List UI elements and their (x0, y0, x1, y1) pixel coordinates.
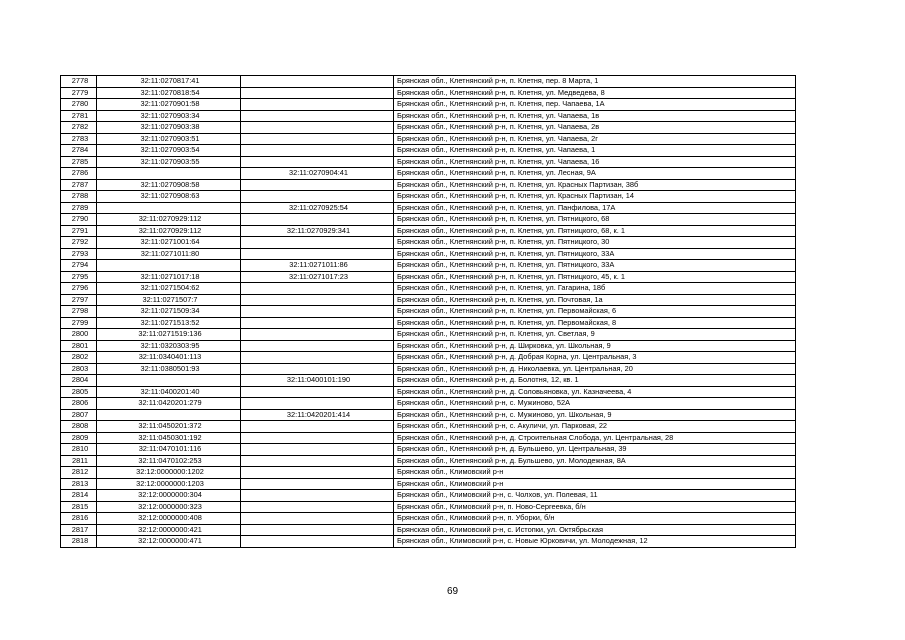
address-cell: Брянская обл., Клетнянский р-н, д. Строительная Слобода, ул. Центральная, 28 (394, 432, 796, 444)
object-cadastral-number-cell (241, 467, 394, 479)
object-cadastral-number-cell (241, 421, 394, 433)
row-number-cell: 2805 (61, 386, 97, 398)
cadastral-number-cell: 32:11:0271011:80 (97, 248, 241, 260)
page-number: 69 (446, 586, 459, 597)
cadastral-number-cell: 32:12:0000000:323 (97, 501, 241, 513)
cadastral-number-cell: 32:11:0271504:62 (97, 283, 241, 295)
address-cell: Брянская обл., Клетнянский р-н, п. Клетня, ул. Чапаева, 16 (394, 156, 796, 168)
cadastral-number-cell: 32:12:0000000:408 (97, 513, 241, 525)
row-number-cell: 2812 (61, 467, 97, 479)
table-row (61, 306, 796, 318)
table-row (61, 122, 796, 134)
row-number-cell: 2780 (61, 99, 97, 111)
row-number-cell: 2802 (61, 352, 97, 364)
address-cell: Брянская обл., Климовский р-н, с. Новые Юрковичи, ул. Молодежная, 12 (394, 536, 796, 548)
table-row (61, 145, 796, 157)
row-number-cell: 2799 (61, 317, 97, 329)
address-cell: Брянская обл., Клетнянский р-н, п. Клетня, ул. Медведева, 8 (394, 87, 796, 99)
table-row (61, 444, 796, 456)
table-row (61, 87, 796, 99)
table-row (61, 501, 796, 513)
address-cell: Брянская обл., Климовский р-н, п. Уборки, б/н (394, 513, 796, 525)
address-cell: Брянская обл., Климовский р-н (394, 467, 796, 479)
cadastral-number-cell: 32:11:0470101:116 (97, 444, 241, 456)
table-row (61, 76, 796, 88)
object-cadastral-number-cell (241, 329, 394, 341)
table-row (61, 398, 796, 410)
table-row (61, 294, 796, 306)
address-cell: Брянская обл., Клетнянский р-н, п. Клетня, ул. Пятницкого, 30 (394, 237, 796, 249)
cadastral-number-cell: 32:11:0271507:7 (97, 294, 241, 306)
address-cell: Брянская обл., Клетнянский р-н, п. Клетня, ул. Первомайская, 8 (394, 317, 796, 329)
cadastral-number-cell: 32:11:0400201:40 (97, 386, 241, 398)
table-row (61, 237, 796, 249)
row-number-cell: 2779 (61, 87, 97, 99)
cadastral-number-cell: 32:11:0380501:93 (97, 363, 241, 375)
row-number-cell: 2800 (61, 329, 97, 341)
cadastral-number-cell: 32:11:0270908:63 (97, 191, 241, 203)
object-cadastral-number-cell (241, 340, 394, 352)
cadastral-number-cell (97, 202, 241, 214)
address-cell: Брянская обл., Клетнянский р-н, п. Клетня, пер. Чапаева, 1А (394, 99, 796, 111)
address-cell: Брянская обл., Клетнянский р-н, д. Добрая Корна, ул. Центральная, 3 (394, 352, 796, 364)
address-cell: Брянская обл., Клетнянский р-н, п. Клетня, ул. Чапаева, 1в (394, 110, 796, 122)
object-cadastral-number-cell (241, 306, 394, 318)
cadastral-number-cell: 32:11:0271509:34 (97, 306, 241, 318)
object-cadastral-number-cell (241, 317, 394, 329)
object-cadastral-number-cell (241, 248, 394, 260)
address-cell: Брянская обл., Клетнянский р-н, д. Соловьяновка, ул. Казначеева, 4 (394, 386, 796, 398)
cadastral-number-cell: 32:12:0000000:1202 (97, 467, 241, 479)
object-cadastral-number-cell (241, 536, 394, 548)
row-number-cell: 2817 (61, 524, 97, 536)
cadastral-number-cell: 32:11:0270903:55 (97, 156, 241, 168)
table-row (61, 536, 796, 548)
table-row (61, 179, 796, 191)
object-cadastral-number-cell (241, 455, 394, 467)
row-number-cell: 2795 (61, 271, 97, 283)
row-number-cell: 2782 (61, 122, 97, 134)
table-row (61, 248, 796, 260)
table-row (61, 363, 796, 375)
object-cadastral-number-cell (241, 214, 394, 226)
table-row (61, 225, 796, 237)
row-number-cell: 2778 (61, 76, 97, 88)
row-number-cell: 2818 (61, 536, 97, 548)
object-cadastral-number-cell (241, 76, 394, 88)
cadastral-number-cell: 32:12:0000000:471 (97, 536, 241, 548)
address-cell: Брянская обл., Клетнянский р-н, п. Клетня, ул. Чапаева, 1 (394, 145, 796, 157)
row-number-cell: 2806 (61, 398, 97, 410)
cadastral-number-cell: 32:11:0270901:58 (97, 99, 241, 111)
table-row (61, 409, 796, 421)
table-row (61, 478, 796, 490)
object-cadastral-number-cell (241, 513, 394, 525)
table-row (61, 524, 796, 536)
row-number-cell: 2783 (61, 133, 97, 145)
row-number-cell: 2790 (61, 214, 97, 226)
address-cell: Брянская обл., Клетнянский р-н, д. Бульшево, ул. Центральная, 39 (394, 444, 796, 456)
cadastral-number-cell: 32:12:0000000:304 (97, 490, 241, 502)
object-cadastral-number-cell (241, 398, 394, 410)
cadastral-number-cell: 32:11:0270929:112 (97, 214, 241, 226)
cadastral-number-cell: 32:11:0470102:253 (97, 455, 241, 467)
cadastral-number-cell: 32:12:0000000:1203 (97, 478, 241, 490)
row-number-cell: 2786 (61, 168, 97, 180)
row-number-cell: 2794 (61, 260, 97, 272)
object-cadastral-number-cell (241, 145, 394, 157)
address-cell: Брянская обл., Клетнянский р-н, д. Болотня, 12, кв. 1 (394, 375, 796, 387)
table-row (61, 467, 796, 479)
table-row (61, 352, 796, 364)
object-cadastral-number-cell: 32:11:0271017:23 (241, 271, 394, 283)
address-cell: Брянская обл., Клетнянский р-н, п. Клетня, ул. Пятницкого, 45, к. 1 (394, 271, 796, 283)
object-cadastral-number-cell (241, 490, 394, 502)
table-row (61, 260, 796, 272)
cadastral-number-cell: 32:11:0270818:54 (97, 87, 241, 99)
cadastral-number-cell: 32:11:0270903:34 (97, 110, 241, 122)
table-row (61, 386, 796, 398)
object-cadastral-number-cell (241, 283, 394, 295)
address-cell: Брянская обл., Клетнянский р-н, п. Клетня, ул. Пятницкого, 33А (394, 248, 796, 260)
object-cadastral-number-cell (241, 386, 394, 398)
address-cell: Брянская обл., Клетнянский р-н, п. Клетня, пер. 8 Марта, 1 (394, 76, 796, 88)
object-cadastral-number-cell (241, 133, 394, 145)
object-cadastral-number-cell: 32:11:0270904:41 (241, 168, 394, 180)
row-number-cell: 2811 (61, 455, 97, 467)
address-cell: Брянская обл., Клетнянский р-н, п. Клетня, ул. Красных Партизан, 14 (394, 191, 796, 203)
table-row (61, 156, 796, 168)
cadastral-number-cell (97, 168, 241, 180)
object-cadastral-number-cell (241, 363, 394, 375)
address-cell: Брянская обл., Клетнянский р-н, с. Мужиново, ул. Школьная, 9 (394, 409, 796, 421)
table-row (61, 271, 796, 283)
table-row (61, 455, 796, 467)
cadastral-number-cell: 32:11:0270929:112 (97, 225, 241, 237)
object-cadastral-number-cell: 32:11:0271011:86 (241, 260, 394, 272)
address-cell: Брянская обл., Клетнянский р-н, п. Клетня, ул. Красных Партизан, 38б (394, 179, 796, 191)
address-cell: Брянская обл., Клетнянский р-н, д. Ширковка, ул. Школьная, 9 (394, 340, 796, 352)
object-cadastral-number-cell (241, 432, 394, 444)
object-cadastral-number-cell (241, 501, 394, 513)
row-number-cell: 2796 (61, 283, 97, 295)
object-cadastral-number-cell (241, 294, 394, 306)
table-row (61, 99, 796, 111)
object-cadastral-number-cell (241, 122, 394, 134)
table-row (61, 490, 796, 502)
object-cadastral-number-cell (241, 191, 394, 203)
row-number-cell: 2793 (61, 248, 97, 260)
row-number-cell: 2789 (61, 202, 97, 214)
address-cell: Брянская обл., Климовский р-н (394, 478, 796, 490)
table-row (61, 329, 796, 341)
cadastral-number-cell: 32:11:0270903:54 (97, 145, 241, 157)
row-number-cell: 2787 (61, 179, 97, 191)
address-cell: Брянская обл., Клетнянский р-н, п. Клетня, ул. Лесная, 9А (394, 168, 796, 180)
cadastral-number-cell: 32:11:0270817:41 (97, 76, 241, 88)
table-row (61, 133, 796, 145)
row-number-cell: 2807 (61, 409, 97, 421)
object-cadastral-number-cell (241, 99, 394, 111)
row-number-cell: 2808 (61, 421, 97, 433)
table-row (61, 340, 796, 352)
address-cell: Брянская обл., Клетнянский р-н, д. Николаевка, ул. Центральная, 20 (394, 363, 796, 375)
row-number-cell: 2816 (61, 513, 97, 525)
object-cadastral-number-cell (241, 524, 394, 536)
object-cadastral-number-cell (241, 87, 394, 99)
table-row (61, 110, 796, 122)
address-cell: Брянская обл., Клетнянский р-н, п. Клетня, ул. Гагарина, 18б (394, 283, 796, 295)
table-row (61, 202, 796, 214)
table-row (61, 513, 796, 525)
cadastral-number-cell: 32:11:0420201:279 (97, 398, 241, 410)
cadastral-number-cell: 32:11:0270903:38 (97, 122, 241, 134)
object-cadastral-number-cell (241, 110, 394, 122)
address-cell: Брянская обл., Клетнянский р-н, д. Бульшево, ул. Молодежная, 8А (394, 455, 796, 467)
object-cadastral-number-cell (241, 444, 394, 456)
object-cadastral-number-cell (241, 179, 394, 191)
cadastral-registry-table (60, 75, 796, 548)
address-cell: Брянская обл., Клетнянский р-н, п. Клетня, ул. Первомайская, 6 (394, 306, 796, 318)
table-row (61, 283, 796, 295)
row-number-cell: 2785 (61, 156, 97, 168)
row-number-cell: 2784 (61, 145, 97, 157)
cadastral-number-cell: 32:11:0271017:18 (97, 271, 241, 283)
address-cell: Брянская обл., Клетнянский р-н, п. Клетня, ул. Чапаева, 2г (394, 133, 796, 145)
table-row (61, 432, 796, 444)
row-number-cell: 2804 (61, 375, 97, 387)
cadastral-number-cell (97, 260, 241, 272)
row-number-cell: 2788 (61, 191, 97, 203)
address-cell: Брянская обл., Клетнянский р-н, с. Акуличи, ул. Парковая, 22 (394, 421, 796, 433)
object-cadastral-number-cell: 32:11:0270925:54 (241, 202, 394, 214)
cadastral-number-cell: 32:12:0000000:421 (97, 524, 241, 536)
address-cell: Брянская обл., Клетнянский р-н, п. Клетня, ул. Почтовая, 1а (394, 294, 796, 306)
address-cell: Брянская обл., Климовский р-н, п. Ново-Сергеевка, б/н (394, 501, 796, 513)
row-number-cell: 2809 (61, 432, 97, 444)
cadastral-number-cell: 32:11:0450201:372 (97, 421, 241, 433)
address-cell: Брянская обл., Клетнянский р-н, п. Клетня, ул. Пятницкого, 68, к. 1 (394, 225, 796, 237)
row-number-cell: 2803 (61, 363, 97, 375)
table-row (61, 421, 796, 433)
table-row (61, 191, 796, 203)
row-number-cell: 2781 (61, 110, 97, 122)
row-number-cell: 2801 (61, 340, 97, 352)
cadastral-number-cell: 32:11:0450301:192 (97, 432, 241, 444)
row-number-cell: 2813 (61, 478, 97, 490)
cadastral-number-cell: 32:11:0340401:113 (97, 352, 241, 364)
cadastral-number-cell: 32:11:0320303:95 (97, 340, 241, 352)
address-cell: Брянская обл., Клетнянский р-н, п. Клетня, ул. Чапаева, 2в (394, 122, 796, 134)
row-number-cell: 2815 (61, 501, 97, 513)
address-cell: Брянская обл., Клетнянский р-н, п. Клетня, ул. Пятницкого, 68 (394, 214, 796, 226)
row-number-cell: 2798 (61, 306, 97, 318)
address-cell: Брянская обл., Клетнянский р-н, п. Клетня, ул. Пятницкого, 33А (394, 260, 796, 272)
object-cadastral-number-cell (241, 352, 394, 364)
table-body (61, 76, 796, 548)
address-cell: Брянская обл., Клетнянский р-н, п. Клетня, ул. Светлая, 9 (394, 329, 796, 341)
row-number-cell: 2810 (61, 444, 97, 456)
row-number-cell: 2814 (61, 490, 97, 502)
address-cell: Брянская обл., Клетнянский р-н, п. Клетня, ул. Панфилова, 17А (394, 202, 796, 214)
object-cadastral-number-cell: 32:11:0420201:414 (241, 409, 394, 421)
table-row (61, 317, 796, 329)
row-number-cell: 2792 (61, 237, 97, 249)
table-row (61, 375, 796, 387)
cadastral-number-cell: 32:11:0271519:136 (97, 329, 241, 341)
object-cadastral-number-cell: 32:11:0400101:190 (241, 375, 394, 387)
row-number-cell: 2797 (61, 294, 97, 306)
cadastral-number-cell: 32:11:0271513:52 (97, 317, 241, 329)
cadastral-number-cell (97, 375, 241, 387)
object-cadastral-number-cell (241, 478, 394, 490)
object-cadastral-number-cell: 32:11:0270929:341 (241, 225, 394, 237)
row-number-cell: 2791 (61, 225, 97, 237)
cadastral-number-cell: 32:11:0270908:58 (97, 179, 241, 191)
cadastral-number-cell: 32:11:0270903:51 (97, 133, 241, 145)
cadastral-number-cell: 32:11:0271001:64 (97, 237, 241, 249)
table-row (61, 214, 796, 226)
address-cell: Брянская обл., Клетнянский р-н, с. Мужиново, 52А (394, 398, 796, 410)
object-cadastral-number-cell (241, 156, 394, 168)
address-cell: Брянская обл., Климовский р-н, с. Истопки, ул. Октябрьская (394, 524, 796, 536)
address-cell: Брянская обл., Климовский р-н, с. Чолхов, ул. Полевая, 11 (394, 490, 796, 502)
cadastral-number-cell (97, 409, 241, 421)
table-row (61, 168, 796, 180)
object-cadastral-number-cell (241, 237, 394, 249)
